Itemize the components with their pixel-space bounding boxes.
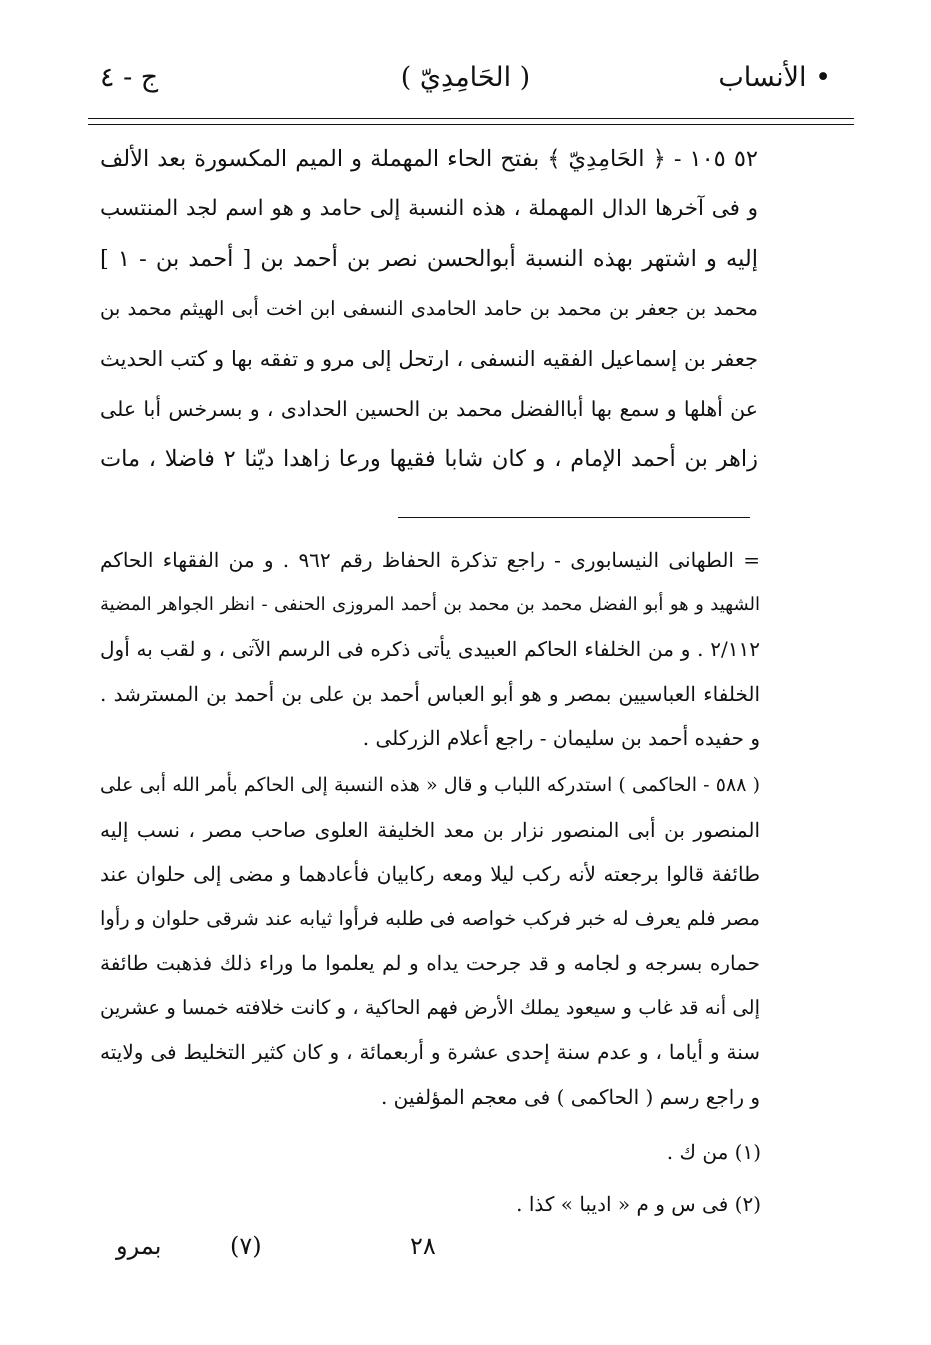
notes-block-hakimi <box>100 763 760 1119</box>
catchword: بمرو <box>116 1232 162 1260</box>
notes-block-continued <box>100 538 760 761</box>
main-line: عن أهلها و سمع بها أباالفضل محمد بن الحسين الحدادى ، و بسرخس أبا على <box>100 397 758 421</box>
note-line: و حفيده أحمد بن سليمان - راجع أعلام الزركلى . <box>362 726 760 750</box>
note-line: = الطهانى النيسابورى - راجع تذكرة الحفاظ رقم ٩٦٢ . و من الفقهاء الحاكم <box>100 548 761 572</box>
page-heading: ( الحَامِدِيّ ) <box>400 62 531 93</box>
note-line: المنصور بن أبى المنصور نزار بن معد الخليفة العلوى صاحب مصر ، نسب إليه <box>100 817 760 842</box>
main-line: إليه و اشتهر بهذه النسبة أبوالحسن نصر بن أحمد بن [ أحمد بن - ١ ] <box>100 246 758 272</box>
footnote-separator <box>398 517 750 518</box>
header-rule-top <box>88 118 854 119</box>
main-line: و فى آخرها الدال المهملة ، هذه النسبة إلى حامد و هو اسم لجد المنتسب <box>100 196 758 221</box>
main-line: جعفر بن إسماعيل الفقيه النسفى ، ارتحل إلى مرو و تفقه بها و كتب الحديث <box>100 347 758 371</box>
note-line: ٢/١١٢ . و من الخلفاء الحاكم العبيدى يأتى ذكره فى الرسم الآتى ، و لقب به أول <box>100 637 760 661</box>
note-line: طائفة قالوا برجعته لأنه ركب ليلا ومعه ركابيان فأعادهما و مضى إلى حلوان عند <box>100 862 760 886</box>
note-line: حماره بسرجه و لجامه و قد جرحت يداه و لم يعلموا ما وراء ذلك فذهبت طائفة <box>100 951 760 975</box>
note-line: الخلفاء العباسيين بمصر و هو أبو العباس أحمد بن على بن أحمد بن المسترشد . <box>100 681 760 706</box>
note-line: ( ٥٨٨ - الحاكمى ) استدركه اللباب و قال « هذه النسبة إلى الحاكم بأمر الله أبى على <box>100 774 761 796</box>
main-line: ٥٢ ١٠٥ - ﴿ الحَامِدِيّ ﴾ بفتح الحاء المهملة و الميم المكسورة بعد الألف <box>100 146 758 172</box>
note-line: و راجع رسم ( الحاكمى ) فى معجم المؤلفين . <box>380 1084 760 1109</box>
main-line: محمد بن جعفر بن محمد بن حامد الحامدى النسفى ابن اخت أبى الهيثم محمد بن <box>100 297 758 320</box>
note-line: الشهيد و هو أبو الفضل محمد بن محمد بن أحمد المروزى الحنفى - انظر الجواهر المضية <box>100 593 760 615</box>
note-line: إلى أنه قد غاب و سيعود يملك الأرض فهم الحاكية ، و كانت خلافته خمسا و عشرين <box>100 995 760 1019</box>
page-number: ٢٨ <box>410 1232 436 1260</box>
running-title: • الأنساب <box>718 62 831 93</box>
header-rule-bottom <box>88 124 854 125</box>
footnote-1: (١) من ك . <box>666 1140 761 1164</box>
main-text <box>100 134 758 484</box>
signature-mark: (٧) <box>230 1232 262 1260</box>
volume-label: ج - ٤ <box>100 62 159 93</box>
note-line: مصر فلم يعرف له خبر فركب خواصه فى طلبه فرأوا ثيابه عند شرقى حلوان و رأوا <box>100 906 760 930</box>
main-line: زاهر بن أحمد الإمام ، و كان شابا فقيها ورعا زاهدا ديّنا ٢ فاضلا ، مات <box>100 446 758 472</box>
footnote-2: (٢) فى س و م « اديبا » كذا . <box>516 1192 761 1216</box>
note-line: سنة و أياما ، و عدم سنة إحدى عشرة و أربعمائة ، و كان كثير التخليط فى ولايته <box>100 1040 760 1064</box>
